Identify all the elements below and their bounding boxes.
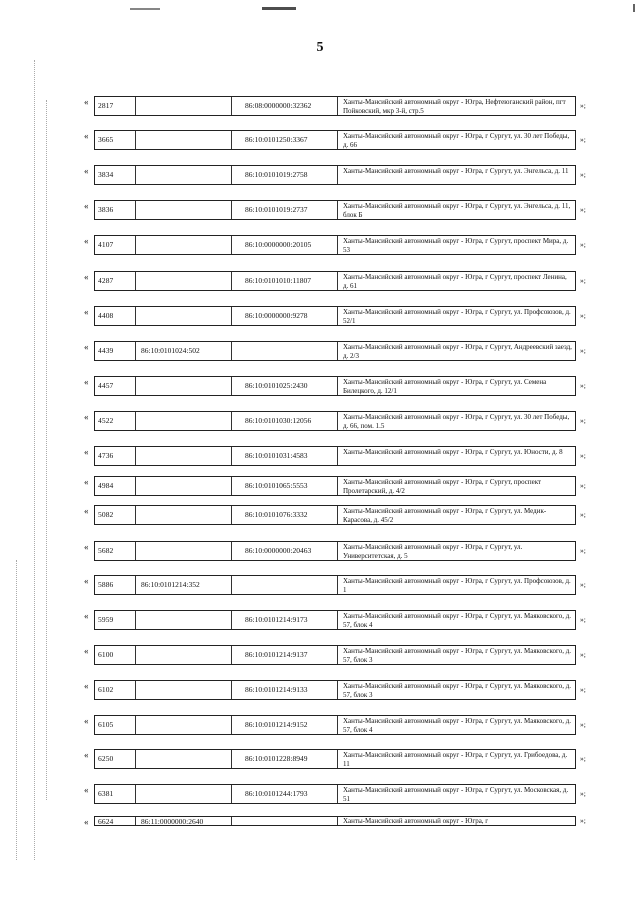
opening-quote: « [84,477,89,487]
opening-quote: « [84,716,89,726]
column-divider [231,681,232,699]
address: Ханты-Мансийский автономный округ - Югра, г [343,817,489,825]
address: Ханты-Мансийский автономный округ - Югра, г Сургут, ул. Грибоедова, д. 11 [343,751,568,768]
closing-quote: »; [580,276,586,285]
address: Ханты-Мансийский автономный округ - Югра, г Сургут, ул. Университетская, д. 5 [343,543,523,560]
address: Ханты-Мансийский автономный округ - Югра, г Сургут, ул. Профсоюзов, д. 52/1 [343,308,571,325]
record-number: 4107 [98,240,114,249]
record-table [94,784,576,804]
opening-quote: « [84,681,89,691]
address: Ханты-Мансийский автономный округ - Югра, г Сургут, проспект Мира, д. 53 [343,237,569,254]
column-divider [231,201,232,219]
closing-quote: »; [580,580,586,589]
closing-quote: »; [580,546,586,555]
cadastral-number-building: 86:10:0101019:2737 [245,205,308,214]
column-divider [231,477,232,495]
column-divider [135,201,136,219]
column-divider [337,681,338,699]
column-divider [337,131,338,149]
record-table [94,645,576,665]
column-divider [337,785,338,803]
cadastral-number-building: 86:10:0101030:12056 [245,416,312,425]
record-number: 5082 [98,510,114,519]
record-table [94,505,576,525]
closing-quote: »; [580,346,586,355]
column-divider [231,646,232,664]
record-number: 5682 [98,546,114,555]
address: Ханты-Мансийский автономный округ - Югра, г Сургут, ул. Семена Билецкого, д. 12/1 [343,378,547,395]
record-table [94,130,576,150]
address: Ханты-Мансийский автономный округ - Югра, г Сургут, ул. Маяковского, д. 57, блок 4 [343,612,572,629]
column-divider [135,307,136,325]
column-divider [135,342,136,360]
opening-quote: « [84,750,89,760]
column-divider [337,97,338,115]
column-divider [337,412,338,430]
record-number: 5959 [98,615,114,624]
table-row [84,816,614,826]
record-number: 3836 [98,205,114,214]
column-divider [231,272,232,290]
column-divider [135,817,136,825]
record-number: 4457 [98,381,114,390]
table-row [84,541,614,563]
closing-quote: »; [580,615,586,624]
closing-quote: »; [580,311,586,320]
cadastral-number-building: 86:10:0101228:8949 [245,754,308,763]
cadastral-number-land: 86:10:0101214:352 [141,580,200,589]
closing-quote: »; [580,240,586,249]
cadastral-number-building: 86:10:0101031:4583 [245,451,308,460]
record-number: 3665 [98,135,114,144]
table-row [84,376,614,398]
closing-quote: »; [580,481,586,490]
record-number: 6381 [98,789,114,798]
column-divider [231,817,232,825]
column-divider [231,506,232,524]
table-row [84,271,614,293]
address: Ханты-Мансийский автономный округ - Югра, г Сургут, ул. 30 лет Победы, д. 66 [343,132,570,149]
column-divider [231,342,232,360]
cadastral-number-building: 86:10:0101214:9137 [245,650,308,659]
record-number: 4408 [98,311,114,320]
closing-quote: »; [580,650,586,659]
cadastral-number-building: 86:10:0101214:9152 [245,720,308,729]
address: Ханты-Мансийский автономный округ - Югра, г Сургут, ул. Энгельса, д. 11 [343,167,569,175]
column-divider [135,611,136,629]
cadastral-number-building: 86:10:0101214:9173 [245,615,308,624]
address: Ханты-Мансийский автономный округ - Югра, г Сургут, ул. Медик-Карасова, д. 45/2 [343,507,547,524]
column-divider [231,750,232,768]
page-number: 5 [316,40,324,55]
cadastral-number-building: 86:10:0000000:9278 [245,311,308,320]
column-divider [337,817,338,825]
column-divider [135,477,136,495]
cadastral-number-building: 86:10:0101250:3367 [245,135,308,144]
table-row [84,505,614,527]
closing-quote: »; [580,101,586,110]
column-divider [337,201,338,219]
record-table [94,271,576,291]
address: Ханты-Мансийский автономный округ - Югра, г Сургут, ул. Маяковского, д. 57, блок 4 [343,717,572,734]
record-number: 4522 [98,416,114,425]
cadastral-number-building: 86:10:0101244:1793 [245,789,308,798]
opening-quote: « [84,817,89,827]
column-divider [135,681,136,699]
address: Ханты-Мансийский автономный округ - Югра, г Сургут, ул. Маяковского, д. 57, блок 3 [343,647,572,664]
record-number: 3834 [98,170,114,179]
address: Ханты-Мансийский автономный округ - Югра, г Сургут, проспект Пролетарский, д. 4/2 [343,478,542,495]
column-divider [337,377,338,395]
closing-quote: »; [580,451,586,460]
table-row [84,341,614,363]
record-table [94,165,576,185]
address: Ханты-Мансийский автономный округ - Югра, г Сургут, проспект Ленина, д. 61 [343,273,567,290]
record-table [94,200,576,220]
column-divider [231,131,232,149]
record-number: 2817 [98,101,114,110]
table-row [84,575,614,597]
address: Ханты-Мансийский автономный округ - Югра, г Сургут, ул. Профсоюзов, д. 1 [343,577,571,594]
column-divider [231,542,232,560]
column-divider [135,750,136,768]
table-row [84,235,614,257]
record-table [94,235,576,255]
cadastral-number-building: 86:10:0101214:9133 [245,685,308,694]
record-table [94,816,576,826]
address: Ханты-Мансийский автономный округ - Югра, Нефтеюганский район, пгт Пойковский, мкр 3-й, стр.5 [343,98,566,115]
column-divider [337,342,338,360]
record-number: 4736 [98,451,114,460]
address: Ханты-Мансийский автономный округ - Югра, г Сургут, ул. Энгельса, д. 11, блок Б [343,202,571,219]
column-divider [231,716,232,734]
column-divider [135,166,136,184]
column-divider [231,236,232,254]
opening-quote: « [84,342,89,352]
record-table [94,541,576,561]
record-table [94,376,576,396]
cadastral-number-building: 86:10:0101019:2758 [245,170,308,179]
record-table [94,715,576,735]
opening-quote: « [84,166,89,176]
table-row [84,610,614,632]
column-divider [337,236,338,254]
cadastral-number-land: 86:10:0101024:502 [141,346,200,355]
column-divider [337,506,338,524]
record-table [94,749,576,769]
opening-quote: « [84,97,89,107]
column-divider [337,646,338,664]
column-divider [337,307,338,325]
opening-quote: « [84,646,89,656]
column-divider [231,166,232,184]
opening-quote: « [84,785,89,795]
cadastral-number-building: 86:10:0101065:5553 [245,481,308,490]
address: Ханты-Мансийский автономный округ - Югра, г Сургут, ул. Юности, д. 8 [343,448,563,456]
opening-quote: « [84,412,89,422]
column-divider [337,166,338,184]
column-divider [135,506,136,524]
opening-quote: « [84,377,89,387]
opening-quote: « [84,131,89,141]
record-number: 6102 [98,685,114,694]
column-divider [231,97,232,115]
column-divider [337,611,338,629]
closing-quote: »; [580,381,586,390]
cadastral-number-building: 86:08:0000000:32362 [245,101,312,110]
closing-quote: »; [580,754,586,763]
column-divider [135,542,136,560]
record-number: 4984 [98,481,114,490]
address: Ханты-Мансийский автономный округ - Югра, г Сургут, ул. 30 лет Победы, д. 66, пом. 1.5 [343,413,570,430]
opening-quote: « [84,272,89,282]
record-table [94,575,576,595]
opening-quote: « [84,506,89,516]
column-divider [135,447,136,465]
column-divider [337,750,338,768]
column-divider [135,272,136,290]
record-table [94,446,576,466]
column-divider [337,477,338,495]
table-row [84,446,614,468]
record-number: 6624 [98,817,114,826]
record-table [94,680,576,700]
table-row [84,411,614,433]
record-table [94,306,576,326]
record-number: 4287 [98,276,114,285]
address: Ханты-Мансийский автономный округ - Югра, г Сургут, ул. Московская, д. 51 [343,786,569,803]
record-number: 6105 [98,720,114,729]
column-divider [135,377,136,395]
closing-quote: »; [580,510,586,519]
closing-quote: »; [580,135,586,144]
record-number: 5886 [98,580,114,589]
column-divider [135,646,136,664]
closing-quote: »; [580,816,586,825]
record-table [94,411,576,431]
opening-quote: « [84,447,89,457]
column-divider [337,716,338,734]
closing-quote: »; [580,720,586,729]
column-divider [231,785,232,803]
column-divider [337,447,338,465]
closing-quote: »; [580,789,586,798]
column-divider [135,412,136,430]
column-divider [135,576,136,594]
table-row [84,130,614,152]
column-divider [135,716,136,734]
table-row [84,306,614,328]
opening-quote: « [84,236,89,246]
column-divider [135,131,136,149]
column-divider [231,377,232,395]
opening-quote: « [84,611,89,621]
opening-quote: « [84,201,89,211]
column-divider [135,97,136,115]
column-divider [231,412,232,430]
table-row [84,645,614,667]
table-row [84,680,614,702]
table-row [84,96,614,118]
record-number: 6100 [98,650,114,659]
table-row [84,165,614,187]
closing-quote: »; [580,685,586,694]
address: Ханты-Мансийский автономный округ - Югра, г Сургут, Андреевский заезд, д. 2/3 [343,343,572,360]
record-table [94,476,576,496]
opening-quote: « [84,542,89,552]
record-table [94,610,576,630]
table-row [84,715,614,737]
column-divider [231,611,232,629]
closing-quote: »; [580,416,586,425]
cadastral-number-building: 86:10:0101076:3332 [245,510,308,519]
column-divider [337,272,338,290]
table-row [84,784,614,806]
column-divider [135,785,136,803]
closing-quote: »; [580,170,586,179]
record-table [94,96,576,116]
cadastral-number-building: 86:10:0000000:20105 [245,240,312,249]
column-divider [231,307,232,325]
address: Ханты-Мансийский автономный округ - Югра, г Сургут, ул. Маяковского, д. 57, блок 3 [343,682,572,699]
table-row [84,476,614,498]
table-row [84,200,614,222]
column-divider [231,576,232,594]
opening-quote: « [84,307,89,317]
column-divider [337,542,338,560]
record-number: 4439 [98,346,114,355]
record-table [94,341,576,361]
opening-quote: « [84,576,89,586]
cadastral-number-building: 86:10:0101025:2430 [245,381,308,390]
cadastral-number-building: 86:10:0000000:20463 [245,546,312,555]
cadastral-number-land: 86:11:0000000:2640 [141,817,204,826]
record-number: 6250 [98,754,114,763]
column-divider [135,236,136,254]
table-row [84,749,614,771]
closing-quote: »; [580,205,586,214]
column-divider [337,576,338,594]
cadastral-number-building: 86:10:0101010:11807 [245,276,311,285]
column-divider [231,447,232,465]
